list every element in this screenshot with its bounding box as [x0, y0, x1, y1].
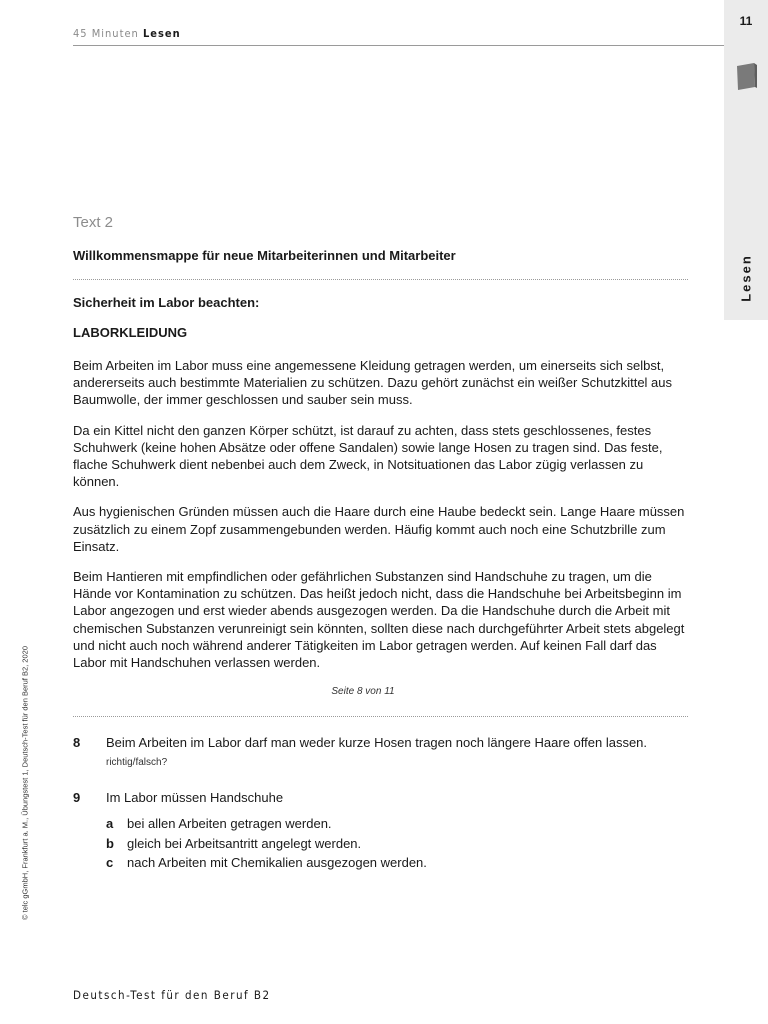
question-text: Beim Arbeiten im Labor darf man weder kurze Hosen tragen noch längere Haare offen lassen. — [106, 735, 648, 750]
question-hint: richtig/falsch? — [106, 757, 168, 768]
dotted-divider-top — [73, 279, 688, 280]
page-header — [73, 27, 724, 46]
question-number: 8 — [73, 735, 81, 750]
side-tab-label: Lesen — [738, 254, 754, 302]
copyright-notice: © telc gGmbH, Frankfurt a. M., Übungstest 1, Deutsch-Test für den Beruf B2, 2020 — [20, 646, 30, 920]
book-icon — [734, 62, 758, 92]
answer-options — [106, 816, 666, 875]
answer-option-b[interactable] — [106, 836, 666, 856]
option-text: gleich bei Arbeitsantritt angelegt werden. — [127, 835, 362, 851]
question-text: Im Labor müssen Handschuhe — [106, 790, 284, 805]
header-time: 45 Minuten — [73, 27, 139, 40]
option-letter: c — [106, 855, 114, 870]
page-footer: Deutsch-Test für den Beruf B2 — [73, 988, 271, 1002]
option-text: nach Arbeiten mit Chemikalien ausgezogen werden. — [127, 855, 427, 870]
page-number: 11 — [739, 14, 753, 28]
dotted-divider-bottom — [73, 716, 688, 717]
answer-option-c[interactable] — [106, 855, 666, 875]
document-title: Willkommensmappe für neue Mitarbeiterinnen und Mitarbeiter — [73, 248, 456, 263]
document-subtitle: Sicherheit im Labor beachten: — [73, 295, 260, 310]
page-note: Seite 8 von 11 — [331, 686, 395, 697]
question-number: 9 — [73, 790, 81, 805]
paragraph: Beim Arbeiten im Labor muss eine angemessene Kleidung getragen werden, um einerseits sich selbst, andererseits auch bestimmte Materialien zu schützen. Dazu gehört zunächst ein weißer Schutzkittel aus Baumwolle, der immer geschlossen und sauber sein muss. — [73, 358, 673, 408]
paragraph: Aus hygienischen Gründen müssen auch die Haare durch eine Haube bedeckt sein. Lange Haare müssen zusätzlich zu einem Zopf zusammengebunden werden. Häufig kommt auch noch eine Schutzbrille zum Einsatz. — [73, 504, 685, 554]
option-text: bei allen Arbeiten getragen werden. — [127, 816, 332, 831]
header-section: Lesen — [142, 27, 181, 40]
article-body — [73, 357, 688, 684]
answer-option-a[interactable] — [106, 816, 666, 836]
option-letter: a — [106, 816, 114, 831]
paragraph: Da ein Kittel nicht den ganzen Körper schützt, ist darauf zu achten, dass stets geschlossenes, festes Schuhwerk (keine hohen Absätze oder offene Sandalen) sowie lange Hosen zu tragen sind. Das feste, flache Schuhwerk dient nebenbei auch dem Zweck, in Notsituationen das Labor zügig verlassen zu können. — [73, 422, 663, 490]
option-letter: b — [106, 835, 114, 851]
paragraph: Beim Hantieren mit empfindlichen oder gefährlichen Substanzen sind Handschuhe zu tragen, um die Hände vor Kontamination zu schützen. Das heißt jedoch nicht, dass die Handschuhe bei Arbeitsbeginn im Labor angezogen und erst wieder abends ausgezogen werden. Da die Handschuhe durch die Arbeit mit chemischen Substanzen verunreinigt sein könnten, sollten diese nach durchgeführter Arbeit stets abgelegt und nicht auch noch während anderer Tätigkeiten im Labor getragen werden. Auf keinen Fall darf das Labor mit Handschuhen verlassen werden. — [73, 569, 685, 671]
section-heading: LABORKLEIDUNG — [73, 325, 188, 340]
text-label: Text 2 — [73, 214, 114, 231]
